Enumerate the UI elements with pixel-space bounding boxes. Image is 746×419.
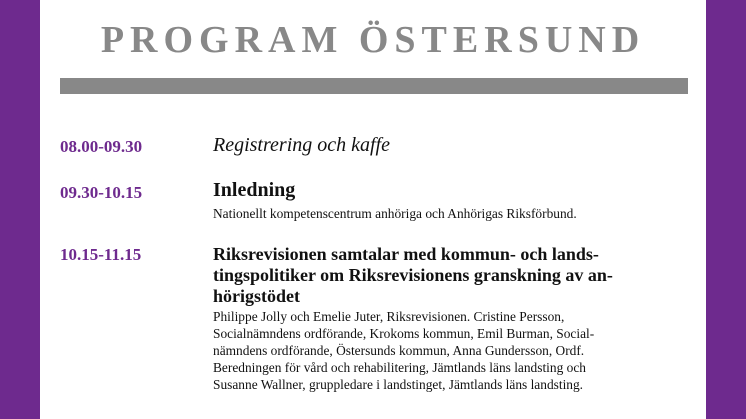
schedule-time: 08.00-09.30 [60, 137, 143, 156]
schedule-time: 10.15-11.15 [60, 245, 142, 264]
description-line: Socialnämndens ordförande, Krokoms kommun, Emil Burman, Social- [213, 326, 595, 341]
schedule-description [213, 308, 693, 393]
description-line: Philippe Jolly och Emelie Juter, Riksrevisionen. Cristine Persson, [213, 309, 565, 324]
description-line: nämndens ordförande, Östersunds kommun, Anna Gundersson, Ordf. [213, 343, 585, 358]
description-line: Susanne Wallner, gruppledare i landstinget, Jämtlands läns landsting. [213, 377, 584, 392]
heading-line: tingspolitiker om Riksrevisionens granskning av an- [213, 265, 613, 285]
program-page [40, 0, 706, 419]
page-title: PROGRAM ÖSTERSUND [100, 19, 646, 61]
schedule-description: Nationellt kompetenscentrum anhöriga och Anhörigas Riksförbund. [213, 206, 577, 221]
schedule-heading [213, 244, 683, 307]
heading-line: Riksrevisionen samtalar med kommun- och lands- [213, 244, 599, 264]
schedule-time: 09.30-10.15 [60, 183, 143, 202]
title-divider-bar [60, 78, 688, 94]
schedule-heading: Inledning [213, 179, 296, 201]
schedule-heading: Registrering och kaffe [213, 134, 390, 156]
heading-line: hörigstödet [213, 286, 300, 306]
description-line: Beredningen för vård och rehabilitering, Jämtlands läns landsting och [213, 360, 586, 375]
